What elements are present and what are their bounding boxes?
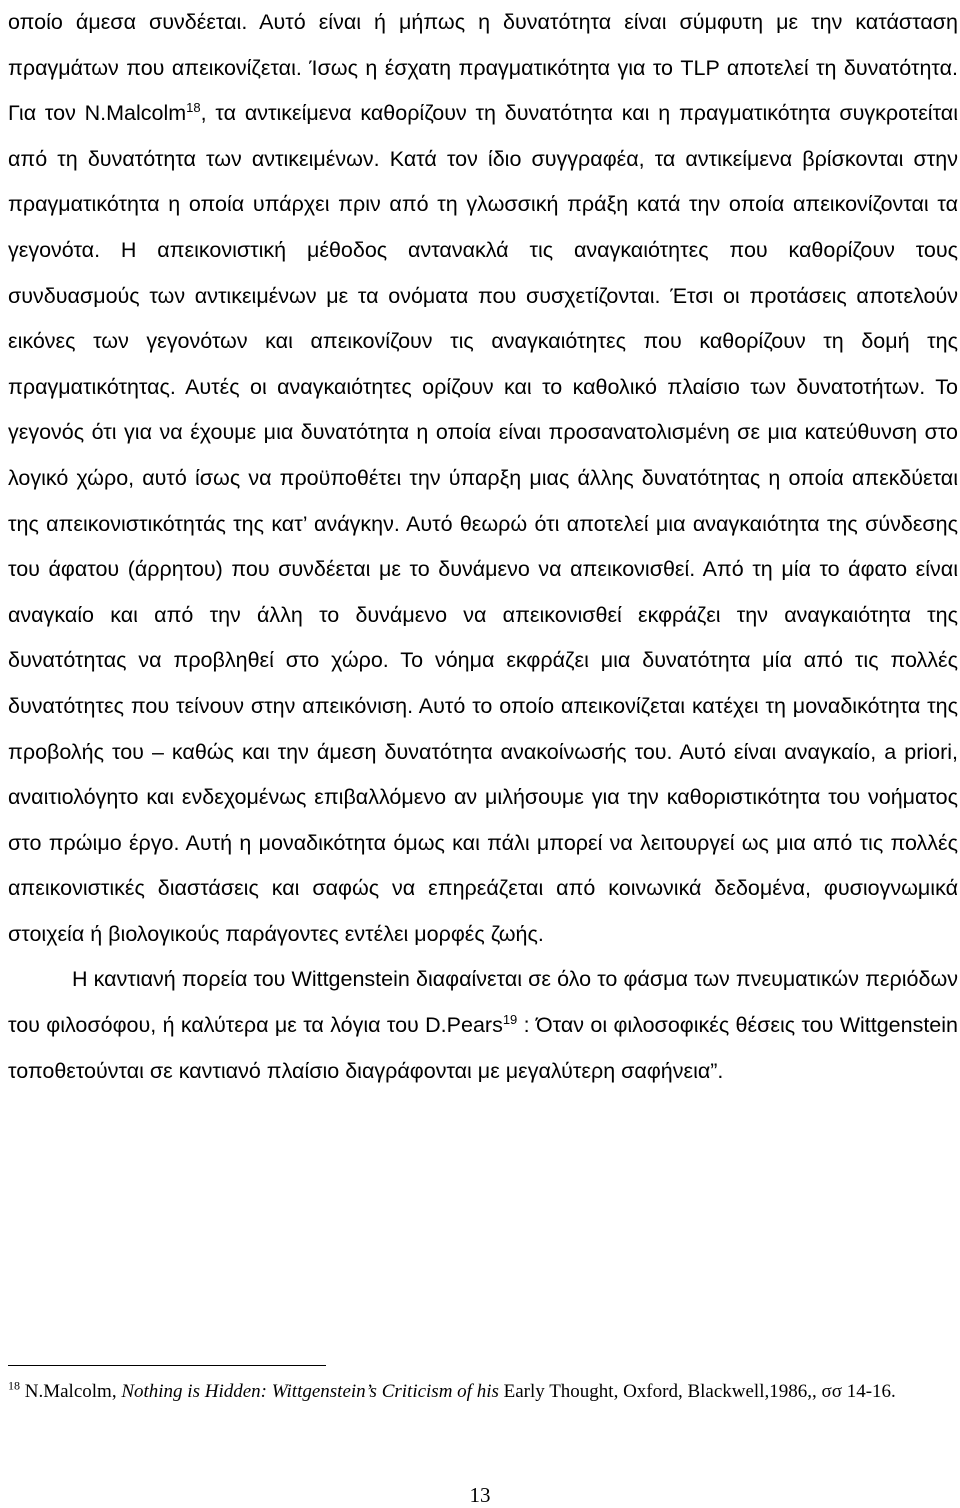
footnote-title: Nothing is Hidden: Wittgenstein’s Criticism of his — [121, 1381, 499, 1402]
footnote-separator — [8, 1365, 326, 1366]
paragraph-2 — [8, 957, 958, 1094]
paragraph-text: , τα αντικείμενα καθορίζουν τη δυνατότητα και η πραγματικότητα συγκροτείται από τη δυνατότητα των αντικειμένων. Κατά τον ίδιο συγγραφέα, τα αντικείμενα βρίσκονται στην πραγματικότητα η οποία υπάρχει πριν από τη γλωσσική πράξη κατά την οποία απεικονίζονται τα γεγονότα. Η απεικονιστική μέθοδος αντανακλά τις αναγκαιότητες που καθορίζουν τους συνδυασμούς των αντικειμένων με τα ονόματα που συσχετίζονται. Έτσι οι προτάσεις αποτελούν εικόνες των γεγονότων και απεικονίζουν τις αναγκαιότητες που καθορίζουν τη δομή της πραγματικότητας. Αυτές οι αναγκαιότητες ορίζουν και το καθολικό πλαίσιο των δυνατοτήτων. Το γεγονός ότι για να έχουμε μια δυνατότητα η οποία είναι προσανατολισμένη σε μια κατεύθυνση στο λογικό χώρο, αυτό ίσως να προϋποθέτει την ύπαρξη μιας άλλης δυνατότητας η οποία απεκδύεται της απεικονιστικότητάς της κατ’ ανάγκην. Αυτό θεωρώ ότι αποτελεί μια αναγκαιότητα της σύνδεσης του άφατου (άρρητου) που συνδέεται με το δυνάμενο να απεικονισθεί. Από τη μία το άφατο είναι αναγκαίο και από την άλλη το δυνάμενο να απεικονισθεί εκφράζει την αναγκαιότητα της δυνατότητας να προβληθεί στο χώρο. Το νόημα εκφράζει μια δυνατότητα μία από τις πολλές δυνατότητες που τείνουν στην απεικόνιση. Αυτό το οποίο απεικονίζεται κατέχει τη μοναδικότητα της προβολής του – καθώς και την άμεση δυνατότητα ανακοίνωσής του. Αυτό είναι αναγκαίο, a priori, αναιτιολόγητο και ενδεχομένως επιβαλλόμενο αν μιλήσουμε για την καθοριστικότητα του νοήματος στο πρώιμο έργο. Αυτή η μοναδικότητα όμως και πάλι μπορεί να λειτουργεί ως μια από τις πολλές απεικονιστικές διαστάσεις και σαφώς να επηρεάζεται από κοινωνικά δεδομένα, φυσιογνωμικά στοιχεία ή βιολογικούς παράγοντες εντέλει μορφές ζωής. — [8, 101, 958, 946]
paragraph-text: οποίο άμεσα συνδέεται. Αυτό είναι ή μήπως η δυνατότητα είναι σύμφυτη με την κατάσταση πραγμάτων που απεικονίζεται. Ίσως η έσχατη πραγματικότητα για το TLP αποτελεί τη δυνατότητα. Για τον N.Malcolm — [8, 10, 958, 126]
footnote-marker: 18 — [8, 1378, 20, 1393]
document-page — [8, 0, 958, 1508]
page-number: 13 — [469, 1483, 491, 1507]
footnote-rest: Early Thought, Oxford, Blackwell,1986,, σσ 14-16. — [498, 1381, 896, 1402]
body-text — [8, 0, 958, 1094]
paragraph-text: Η καντιανή πορεία του Wittgenstein διαφαίνεται σε όλο το φάσμα των πνευματικών περιόδων του φιλοσόφου, ή καλύτερα με τα λόγια του D.Pears — [8, 967, 958, 1038]
paragraph-1 — [8, 0, 958, 957]
footnote-reference[interactable]: 19 — [502, 1011, 518, 1027]
footnote-reference[interactable]: 18 — [186, 100, 201, 116]
footnote-author: N.Malcolm, — [20, 1381, 122, 1402]
paragraph-text: : Όταν οι φιλοσοφικές θέσεις του Wittgenstein τοποθετούνται σε καντιανό πλαίσιο διαγράφονται με μεγαλύτερη σαφήνεια”. — [8, 1013, 959, 1083]
footnote — [8, 1377, 958, 1406]
